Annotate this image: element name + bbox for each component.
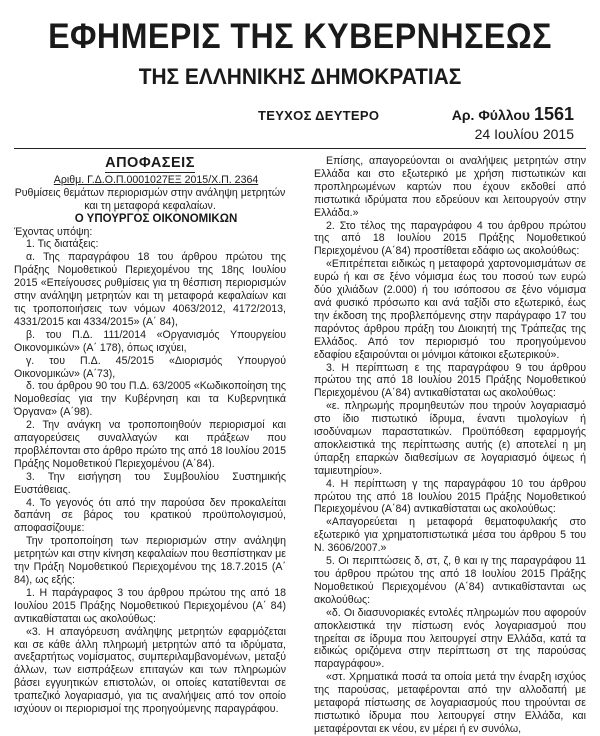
paragraph: 3. Η περίπτωση ε της παραγράφου 9 του άρθρου πρώτου της από 18 Ιουλίου 2015 Πράξης Νομοθετικού Περιεχομένου (Α΄84) αντικαθίσταται ως ακολούθως:	[314, 361, 586, 400]
paragraph: Επίσης, απαγορεύονται οι αναλήψεις μετρητών στην Ελλάδα και στο εξωτερικό με χρήση πιστωτικών και προπληρωμένων καρτών που έχουν εκδοθεί από πιστωτικά ιδρύματα που εδρεύουν και λειτουργούν στην Ελλάδα.»	[314, 155, 586, 219]
section-heading-text: ΑΠΟΦΑΣΕΙΣ	[105, 155, 195, 171]
section-heading	[14, 157, 286, 170]
paragraph: 1. Τις διατάξεις:	[26, 238, 99, 251]
gazette-subtitle: ΤΗΣ ΕΛΛΗΝΙΚΗΣ ΔΗΜΟΚΡΑΤΙΑΣ	[138, 64, 462, 89]
gazette-title: ΕΦΗΜΕΡΙΣ ΤΗΣ ΚΥΒΕΡΝΗΣΕΩΣ	[48, 17, 552, 56]
paragraph: «3. Η απαγόρευση ανάληψης μετρητών εφαρμόζεται και σε κάθε άλλη πληρωμή μετρητών από τα ιδρύματα, ανεξαρτήτως νομίσματος, συμπεριλαμβανομένων, μεταξύ άλλων, των εισπράξεων επιταγών και των πληρωμών βάσει εγγυητικών επιστολών, οι οποίες κατατίθενται σε τραπεζικό λογαριασμό, για τις αναλήψεις από τον οποίο ισχύουν οι περιορισμοί της προηγούμενης παραγράφου.	[14, 625, 286, 716]
right-column	[314, 155, 586, 736]
gazette-page	[0, 17, 600, 735]
paragraph: γ. του Π.Δ. 45/2015 «Διορισμός Υπουργού Οικονομικών» (Α΄73),	[14, 354, 286, 380]
decision-title: Ρυθμίσεις θεμάτων περιορισμών στην ανάληψη μετρητών και τη μεταφορά κεφαλαίων.	[14, 186, 286, 212]
paragraph: 3. Την εισήγηση του Συμβουλίου Συστημικής Ευστάθειας.	[14, 470, 286, 496]
paragraph: «στ. Χρηματικά ποσά τα οποία μετά την έναρξη ισχύος της παρούσας, μεταφέρονται από την αλλοδαπή με μεταφορά πίστωσης σε λογαριασμούς που τηρούνται σε πιστωτικό ίδρυμα που λειτουργεί στην Ελλάδα, και μεταφέρονται εκ νέου, εν μέρει ή εν συνόλω,	[314, 671, 586, 735]
paragraph: 2. Στο τέλος της παραγράφου 4 του άρθρου πρώτου της από 18 Ιουλίου 2015 Πράξης Νομοθετικού Περιεχομένου (Α΄84) προστίθεται εδάφιο ως ακολούθως:	[314, 219, 586, 258]
body-columns	[14, 155, 586, 736]
paragraph: «δ. Οι διασυνοριακές εντολές πληρωμών που αφορούν αποκλειστικά την πίστωση ενός λογαριασμού που τηρείται σε ίδρυμα που λειτουργεί στην Ελλάδα, κατά τα ειδικώς οριζόμενα στην περίπτωση στ της παρούσας παραγράφου».	[314, 606, 586, 671]
paragraph: α. Της παραγράφου 18 του άρθρου πρώτου της Πράξης Νομοθετικού Περιεχομένου της 18ης Ιουλίου 2015 «Επείγουσες ρυθμίσεις για τη θέσπιση περιορισμών στην ανάληψη μετρητών και τη μεταφορά κεφαλαίων και τις τροποποιήσεις των νόμων 4063/2012, 4172/2013, 4331/2015 και 4334/2015» (Α΄ 84),	[14, 251, 286, 328]
left-column	[14, 155, 286, 736]
sheet-label: Αρ. Φύλλου	[451, 107, 531, 123]
paragraph: Την τροποποίηση των περιορισμών στην ανάληψη μετρητών και στην κίνηση κεφαλαίων που θεσπίστηκαν με την Πράξη Νομοθετικού Περιεχομένου της 18.7.2015 (Α΄ 84), ως εξής:	[14, 535, 286, 586]
header-divider	[14, 148, 586, 149]
sheet-number	[452, 104, 574, 125]
sheet-number-value: 1561	[533, 104, 574, 124]
issue-row	[14, 104, 586, 124]
paragraph: 2. Την ανάγκη να τροποποιηθούν περιορισμοί και απαγορεύσεις συναλλαγών και πράξεων που προβλέπονται στο άρθρο πρώτο της από 18 Ιουλίου 2015 Πράξης Νομοθετικού Περιεχομένου (Α΄84).	[14, 419, 286, 470]
paragraph: «ε. πληρωμής προμηθευτών που τηρούν λογαριασμό στο ίδιο πιστωτικό ίδρυμα, έναντι τιμολογίων ή ισοδύναμων παραστατικών. Προϋπόθεση εφαρμογής αποκλειστικά της περίπτωσης αυτής (ε) αποτελεί η μη ύπαρξη επαρκών διαθεσίμων σε λογαριασμό όψεως ή ταμιευτηρίου».	[314, 400, 586, 477]
issue-date: 24 Ιουλίου 2015	[474, 126, 574, 142]
paragraph: Έχοντας υπόψη:	[14, 225, 93, 238]
paragraph: δ. του άρθρου 90 του Π.Δ. 63/2005 «Κωδικοποίηση της Νομοθεσίας για την Κυβέρνηση και τα Κυβερνητικά Όργανα» (Α΄98).	[14, 380, 286, 419]
paragraph: β. του Π.Δ. 111/2014 «Οργανισμός Υπουργείου Οικονομικών» (Α΄ 178), όπως ισχύει,	[14, 328, 286, 354]
paragraph: «Επιτρέπεται ειδικώς η μεταφορά χαρτονομισμάτων σε ευρώ ή και σε ξένο νόμισμα έως του ποσού των ευρώ δύο χιλιάδων (2.000) ή του ισόποσου σε ξένο νόμισμα ανά φυσικό πρόσωπο και ανά ταξίδι στο εξωτερικό, έως την έκδοση της προβλεπόμενης στην παράγραφο 17 του παρόντος άρθρου πράξη του Διοικητή της Τράπεζας της Ελλάδος. Από τον περιορισμό του προηγούμενου εδαφίου εξαιρούνται οι μόνιμοι κάτοικοι εξωτερικού».	[314, 258, 586, 361]
paragraph: 1. Η παράγραφος 3 του άρθρου πρώτου της από 18 Ιουλίου 2015 Πράξης Νομοθετικού Περιεχομένου (Α΄ 84) αντικαθίσταται ως ακολούθως:	[14, 586, 286, 625]
paragraph: «Απαγορεύεται η μεταφορά θεματοφυλακής στο εξωτερικό για χρηματοπιστωτικά μέσα του άρθρου 5 του Ν. 3606/2007.»	[314, 516, 586, 555]
paragraph: 4. Η περίπτωση γ της παραγράφου 10 του άρθρου πρώτου της από 18 Ιουλίου 2015 Πράξης Νομοθετικού Περιεχομένου (Α΄84) αντικαθίσταται ως ακολούθως:	[314, 477, 586, 516]
paragraph: 5. Οι περιπτώσεις δ, στ, ζ, θ και ιγ της παραγράφου 11 του άρθρου πρώτου της από 18 Ιουλίου 2015 Πράξης Νομοθετικού Περιεχομένου (Α΄84) αντικαθίστανται ως ακολούθως:	[314, 555, 586, 606]
paragraph: 4. Το γεγονός ότι από την παρούσα δεν προκαλείται δαπάνη σε βάρος του κρατικού προϋπολογισμού, αποφασίζουμε:	[14, 496, 286, 535]
issue-label: ΤΕΥΧΟΣ ΔΕΥΤΕΡΟ	[258, 108, 380, 123]
minister-heading: Ο ΥΠΟΥΡΓΟΣ ΟΙΚΟΝΟΜΙΚΩΝ	[74, 212, 238, 225]
decision-reference: Αριθμ. Γ.Δ.Ο.Π.0001027ΕΞ 2015/Χ.Π. 2364	[53, 173, 259, 186]
